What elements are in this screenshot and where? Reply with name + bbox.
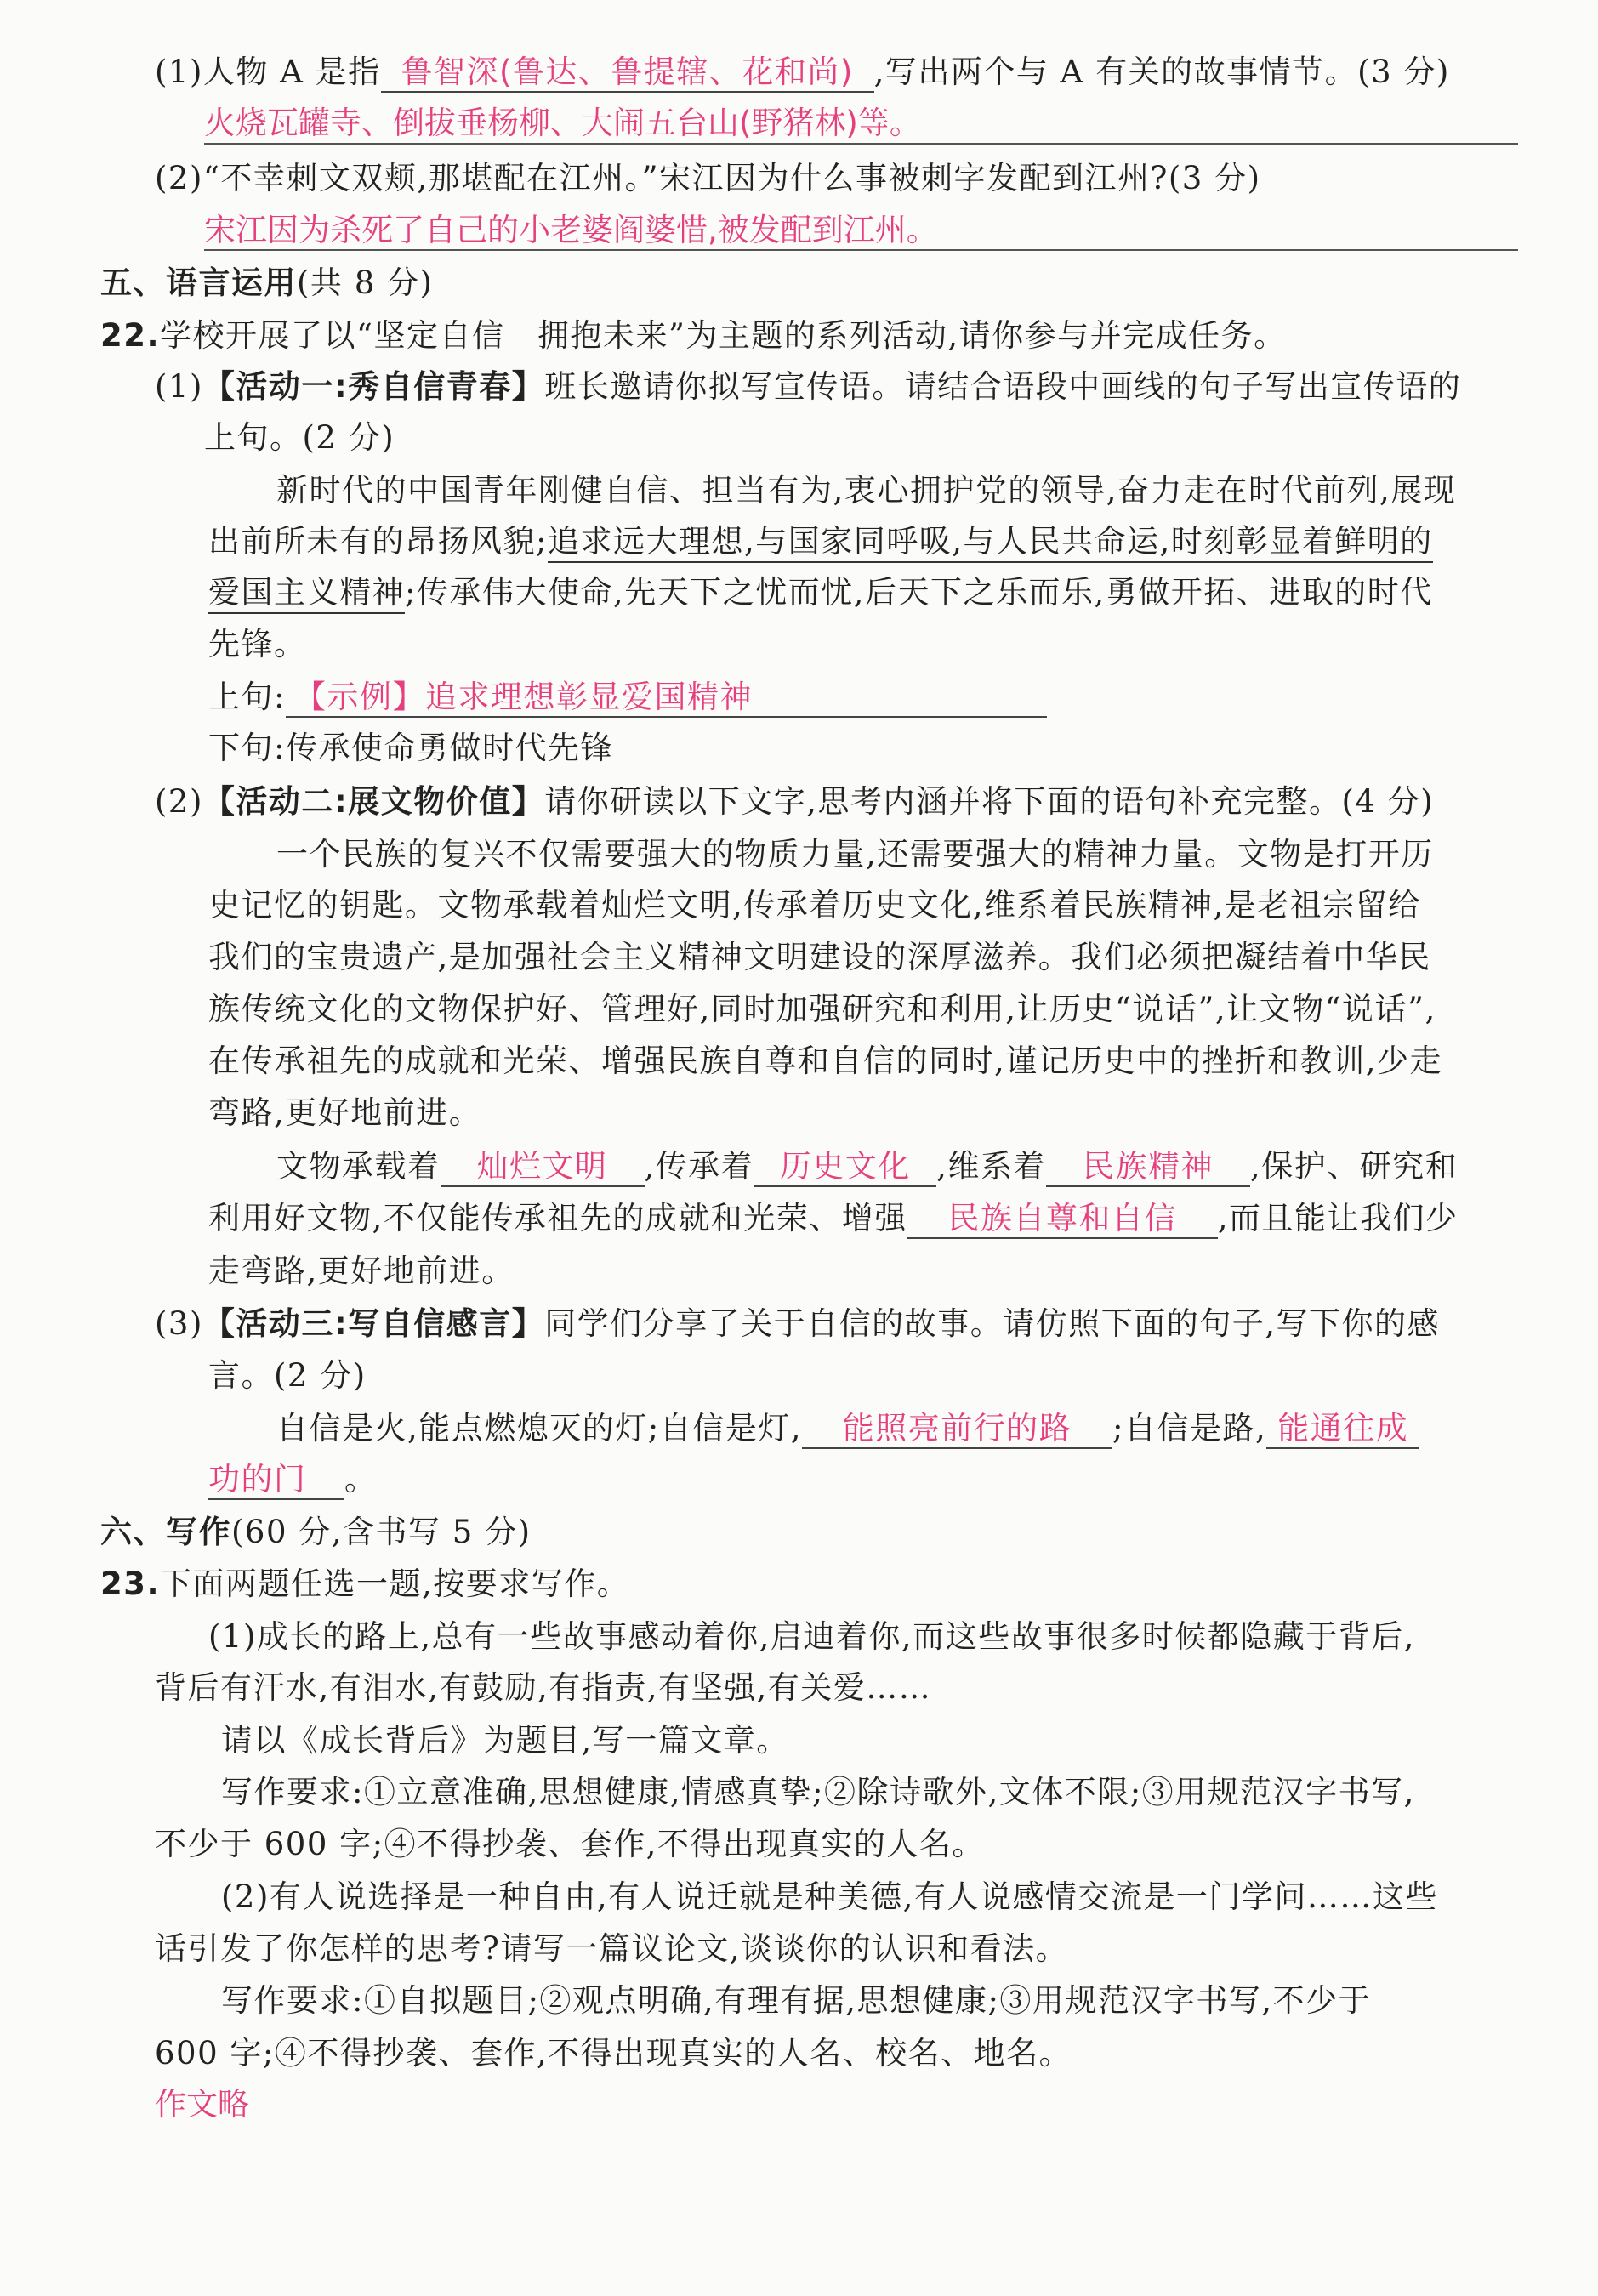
q23-stem: 下面两题任选一题,按要求写作。 bbox=[160, 1566, 630, 1602]
q22-a1-text: 班长邀请你拟写宣传语。请结合语段中画线的句子写出宣传语的 bbox=[544, 368, 1462, 405]
section-5-score: (共 8 分) bbox=[297, 264, 434, 301]
q23-topic1-line3: 请以《成长背后》为题目,写一篇文章。 bbox=[221, 1722, 789, 1759]
fill-text-d: ,保护、研究和 bbox=[1250, 1148, 1459, 1185]
fill-answer-2: 历史文化 bbox=[754, 1148, 936, 1187]
q22-a3-text: 同学们分享了关于自信的故事。请仿照下面的句子,写下你的感 bbox=[544, 1305, 1440, 1342]
passage1-underlined-1: 追求远大理想,与国家同呼吸,与人民共命运,时刻彰显着鲜明的 bbox=[548, 523, 1433, 563]
upper-label: 上句: bbox=[208, 679, 286, 715]
passage1-line1: 新时代的中国青年刚健自信、担当有为,衷心拥护党的领导,奋力走在时代前列,展现 bbox=[276, 472, 1457, 509]
fill-line2 bbox=[208, 1197, 1459, 1240]
passage2-line2: 史记忆的钥匙。文物承载着灿烂文明,传承着历史文化,维系着民族精神,是老祖宗留给 bbox=[208, 887, 1421, 924]
q23-topic1-line1: (1)成长的路上,总有一些故事感动着你,启迪着你,而这些故事很多时候都隐藏于背后, bbox=[208, 1618, 1415, 1655]
fill-answer-4: 民族自尊和自信 bbox=[907, 1200, 1218, 1239]
imitation-end: 。 bbox=[344, 1461, 378, 1498]
section-6-heading bbox=[100, 1511, 532, 1554]
passage1-line4: 先锋。 bbox=[208, 626, 307, 662]
q22-activity3 bbox=[155, 1303, 1440, 1345]
fill-text-e: 利用好文物,不仅能传承祖先的成就和光荣、增强 bbox=[208, 1200, 907, 1236]
q22-a2-title: 【活动二:展文物价值】 bbox=[202, 783, 545, 820]
q23-answer: 作文略 bbox=[155, 2086, 249, 2123]
fill-text-a: 文物承载着 bbox=[276, 1148, 441, 1185]
q23-topic1-line2: 背后有汗水,有泪水,有鼓励,有指责,有坚强,有关爱…… bbox=[155, 1669, 932, 1706]
q22-a2-text: 请你研读以下文字,思考内涵并将下面的语句补充完整。(4 分) bbox=[544, 783, 1435, 820]
q23-topic2-requirements-2: 600 字;④不得抄袭、套作,不得出现真实的人名、校名、地名。 bbox=[155, 2035, 1072, 2072]
q22-activity2 bbox=[155, 781, 1434, 823]
q22-activity1 bbox=[155, 366, 1461, 408]
section-6-score: (60 分,含书写 5 分) bbox=[231, 1514, 532, 1550]
answer-line bbox=[204, 143, 1518, 145]
imitation-answer-2a: 能通往成 bbox=[1266, 1410, 1419, 1449]
q22-stem: 学校开展了以“坚定自信 拥抱未来”为主题的系列活动,请你参与并完成任务。 bbox=[160, 317, 1287, 354]
passage2-line3: 我们的宝贵遗产,是加强社会主义精神文明建设的深厚滋养。我们必须把凝结着中华民 bbox=[208, 939, 1431, 975]
passage2-line1: 一个民族的复兴不仅需要强大的物质力量,还需要强大的精神力量。文物是打开历 bbox=[276, 836, 1434, 872]
passage1-underlined-2: 爱国主义精神 bbox=[208, 574, 405, 614]
q23-topic1-requirements: 写作要求:①立意准确,思想健康,情感真挚;②除诗歌外,文体不限;③用规范汉字书写, bbox=[221, 1774, 1415, 1810]
q22-stem-line bbox=[100, 315, 1287, 357]
imitation-line2 bbox=[208, 1458, 378, 1501]
q22-number: 22. bbox=[100, 317, 161, 354]
fill-answer-1: 灿烂文明 bbox=[441, 1148, 645, 1187]
fill-text-b: ,传承着 bbox=[644, 1148, 754, 1185]
upper-sentence bbox=[208, 676, 1047, 719]
imitation-line1 bbox=[276, 1407, 1419, 1450]
q22-a3-text2: 言。(2 分) bbox=[208, 1357, 367, 1394]
lower-sentence: 下句:传承使命勇做时代先锋 bbox=[208, 730, 613, 766]
imitation-text-b: ;自信是路, bbox=[1112, 1410, 1267, 1446]
fill-text-c: ,维系着 bbox=[936, 1148, 1047, 1185]
section-6-title: 六、写作 bbox=[100, 1514, 231, 1550]
q23-topic2-line1: (2)有人说选择是一种自由,有人说迁就是种美德,有人说感情交流是一门学问……这些 bbox=[221, 1878, 1438, 1915]
fill-line3: 走弯路,更好地前进。 bbox=[208, 1253, 515, 1289]
passage1-line2-plain: 出前所未有的昂扬风貌; bbox=[208, 523, 548, 560]
q21-part1-answer: 鲁智深(鲁达、鲁提辖、花和尚) bbox=[381, 54, 874, 93]
passage1-line2 bbox=[208, 520, 1433, 563]
q23-topic2-requirements: 写作要求:①自拟题目;②观点明确,有理有据,思想健康;③用规范汉字书写,不少于 bbox=[221, 1982, 1372, 2019]
q23-stem-line bbox=[100, 1563, 629, 1605]
fill-text-f: ,而且能让我们少 bbox=[1217, 1200, 1459, 1236]
q21-part2-answer: 宋江因为杀死了自己的小老婆阎婆惜,被发配到江州。 bbox=[204, 212, 938, 248]
passage1-line3-plain: ;传承伟大使命,先天下之忧而忧,后天下之乐而乐,勇做开拓、进取的时代 bbox=[405, 574, 1433, 611]
section-5-title: 五、语言运用 bbox=[100, 264, 297, 301]
q22-a1-number: (1) bbox=[155, 368, 203, 405]
imitation-text-a: 自信是火,能点燃熄灭的灯;自信是灯, bbox=[276, 1410, 802, 1446]
passage2-line5: 在传承祖先的成就和光荣、增强民族自尊和自信的同时,谨记历史中的挫折和教训,少走 bbox=[208, 1043, 1443, 1079]
q22-a2-number: (2) bbox=[155, 783, 203, 820]
q21-part1-stem: (1)人物 A 是指 bbox=[155, 54, 381, 90]
passage2-line4: 族传统文化的文物保护好、管理好,同时加强研究和利用,让历史“说话”,让文物“说话”, bbox=[208, 991, 1436, 1027]
q21-part1-stem-end: ,写出两个与 A 有关的故事情节。(3 分) bbox=[873, 54, 1450, 90]
q22-a3-number: (3) bbox=[155, 1305, 203, 1342]
q21-part1 bbox=[155, 51, 1450, 94]
section-5-heading bbox=[100, 262, 433, 304]
imitation-answer-1: 能照亮前行的路 bbox=[802, 1410, 1112, 1449]
q21-part1-answer2: 火烧瓦罐寺、倒拔垂杨柳、大闹五台山(野猪林)等。 bbox=[204, 105, 921, 141]
passage1-line3 bbox=[208, 571, 1433, 614]
fill-line1 bbox=[276, 1145, 1458, 1188]
q23-number: 23. bbox=[100, 1566, 161, 1602]
answer-line bbox=[204, 249, 1518, 251]
q22-a3-title: 【活动三:写自信感言】 bbox=[202, 1305, 545, 1342]
imitation-answer-2b: 功的门 bbox=[208, 1461, 344, 1500]
upper-answer: 【示例】追求理想彰显爱国精神 bbox=[286, 679, 1047, 718]
q23-topic2-line2: 话引发了你怎样的思考?请写一篇议论文,谈谈你的认识和看法。 bbox=[155, 1930, 1069, 1967]
fill-answer-3: 民族精神 bbox=[1046, 1148, 1250, 1187]
passage2-line6: 弯路,更好地前进。 bbox=[208, 1094, 482, 1131]
q23-topic1-requirements-2: 不少于 600 字;④不得抄袭、套作,不得出现真实的人名。 bbox=[155, 1826, 985, 1862]
q22-a1-title: 【活动一:秀自信青春】 bbox=[202, 368, 545, 405]
q22-a1-text2: 上句。(2 分) bbox=[204, 419, 395, 456]
q21-part2: (2)“不幸刺文双颊,那堪配在江州。”宋江因为什么事被刺字发配到江州?(3 分) bbox=[155, 160, 1261, 196]
